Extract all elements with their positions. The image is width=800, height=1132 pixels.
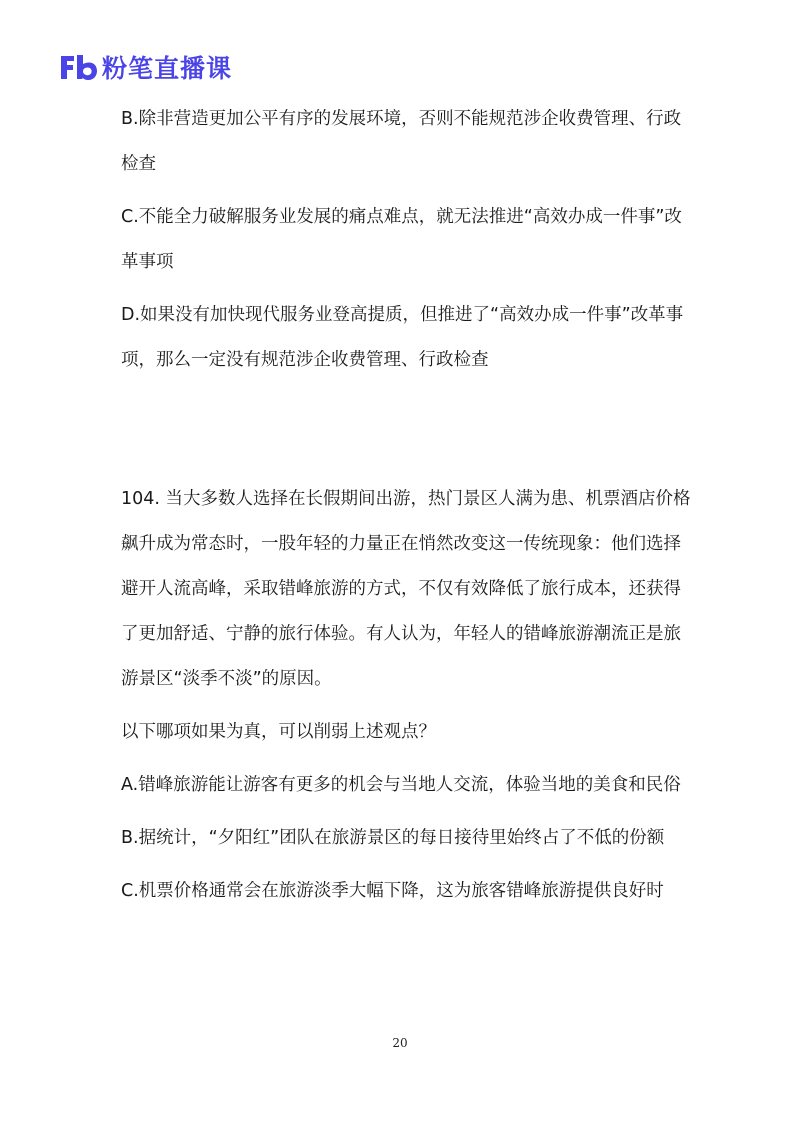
option-a: A.错峰旅游能让游客有更多的机会与当地人交流，体验当地的美食和民俗 [121,775,681,795]
prev-option-c: C.不能全力破解服务业发展的痛点难点，就无法推进“高效办成一件事”改革事项 [121,207,682,272]
brand-name: 粉笔直播课 [102,54,233,83]
page-number: 20 [392,1036,408,1050]
document-body [121,97,691,922]
question-prompt: 以下哪项如果为真，可以削弱上述观点？ [121,722,436,742]
prev-option-b: B.除非营造更加公平有序的发展环境，否则不能规范涉企收费管理、行政检查 [121,109,682,174]
fenbi-logo-icon [58,52,98,82]
option-c: C.机票价格通常会在旅游淡季大幅下降，这为旅客错峰旅游提供良好时 [121,881,664,901]
option-b: B.据统计，“夕阳红”团队在旅游景区的每日接待里始终占了不低的份额 [121,828,665,848]
brand-header [58,50,232,84]
question-stem: 104. 当大多数人选择在长假期间出游，热门景区人满为患、机票酒店价格飙升成为常态时，一股年轻的力量正在悄然改变这一传统现象：他们选择避开人流高峰，采取错峰旅游的方式，不仅有效降低了旅行成本，还获得了更加舒适、宁静的旅行体验。有人认为，年轻人的错峰旅游潮流正是旅游景区“淡季不淡”的原因。 [121,489,691,689]
prev-option-d: D.如果没有加快现代服务业登高提质，但推进了“高效办成一件事”改革事项，那么一定没有规范涉企收费管理、行政检查 [121,305,684,370]
